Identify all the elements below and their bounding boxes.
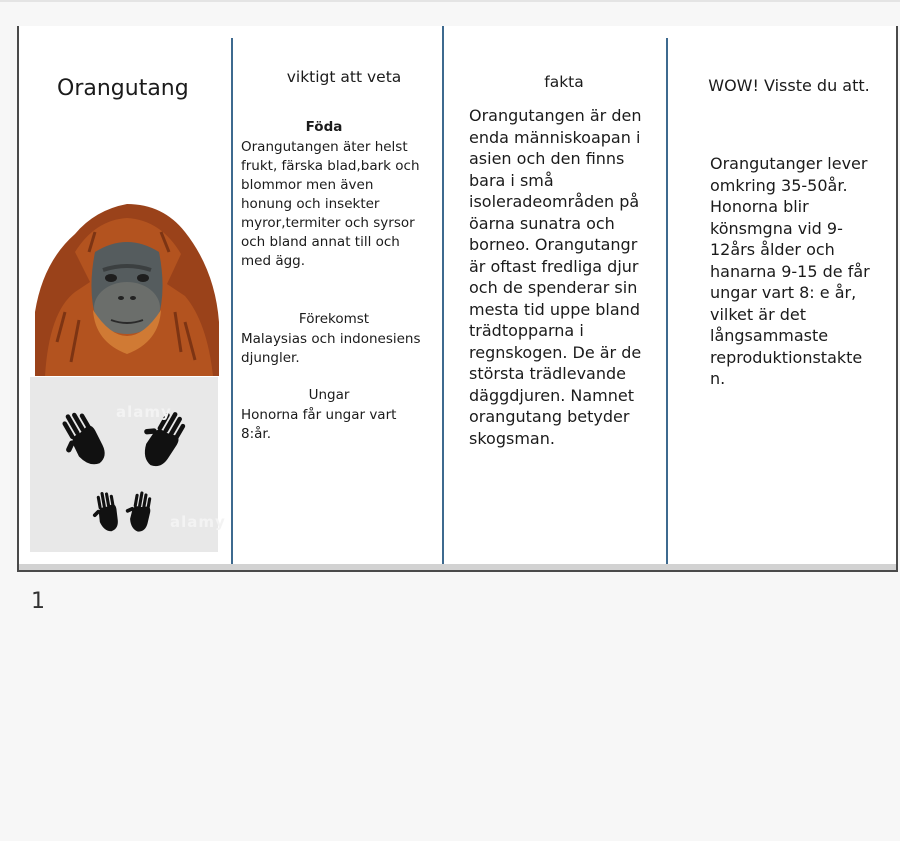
- section-title-food: Föda: [305, 119, 343, 135]
- column-wow: [689, 26, 889, 566]
- page-bottom-edge: [19, 564, 896, 570]
- watermark-text-2: alamy: [170, 513, 226, 531]
- column-title: [19, 26, 231, 566]
- brochure-title: Orangutang: [57, 76, 189, 101]
- section-title-habitat: Förekomst: [298, 311, 370, 327]
- brochure-page: [17, 26, 898, 572]
- facts-text: Orangutangen är den enda människoapan i asien och den finns bara i små isoleradeområden på öarna sunatra och borneo. Orangutangr är oftast fredliga djur och de spenderar sin mesta tid uppe bland trädtopparna i regnskogen. De är de största trädlevande däggdjuren. Namnet orangutang betyder skogsman.: [469, 106, 642, 448]
- page-number: 1: [31, 589, 45, 614]
- section-text-habitat: Malaysias och indonesiens djungler.: [241, 331, 421, 366]
- orangutan-photo: [35, 192, 219, 376]
- column-heading: viktigt att veta: [286, 68, 402, 86]
- column-heading: fakta: [544, 73, 584, 91]
- section-text-food: Orangutangen äter helst frukt, färska blad,bark och blommor men även honung och insekter myror,termiter och syrsor och bland annat till och med ägg.: [241, 139, 420, 269]
- column-divider-3: [666, 38, 668, 566]
- column-divider-2: [442, 26, 444, 566]
- column-important: [241, 26, 441, 566]
- column-facts: [469, 26, 665, 566]
- wow-text: Orangutanger lever omkring 35-50år. Honorna blir könsmgna vid 9-12års ålder och hanarna 9-15 de får ungar vart 8: e år, vilket är det långsammaste reproduktionstakte n.: [710, 154, 870, 388]
- column-divider-1: [231, 38, 233, 566]
- orangutan-icon: [35, 192, 219, 376]
- top-rule: [0, 0, 900, 2]
- section-title-young: Ungar: [308, 387, 350, 403]
- handprints-image: [30, 377, 226, 552]
- watermark-text: alamy: [116, 403, 172, 421]
- column-heading: WOW! Visste du att.: [708, 76, 870, 95]
- section-text-young: Honorna får ungar vart 8:år.: [241, 407, 397, 442]
